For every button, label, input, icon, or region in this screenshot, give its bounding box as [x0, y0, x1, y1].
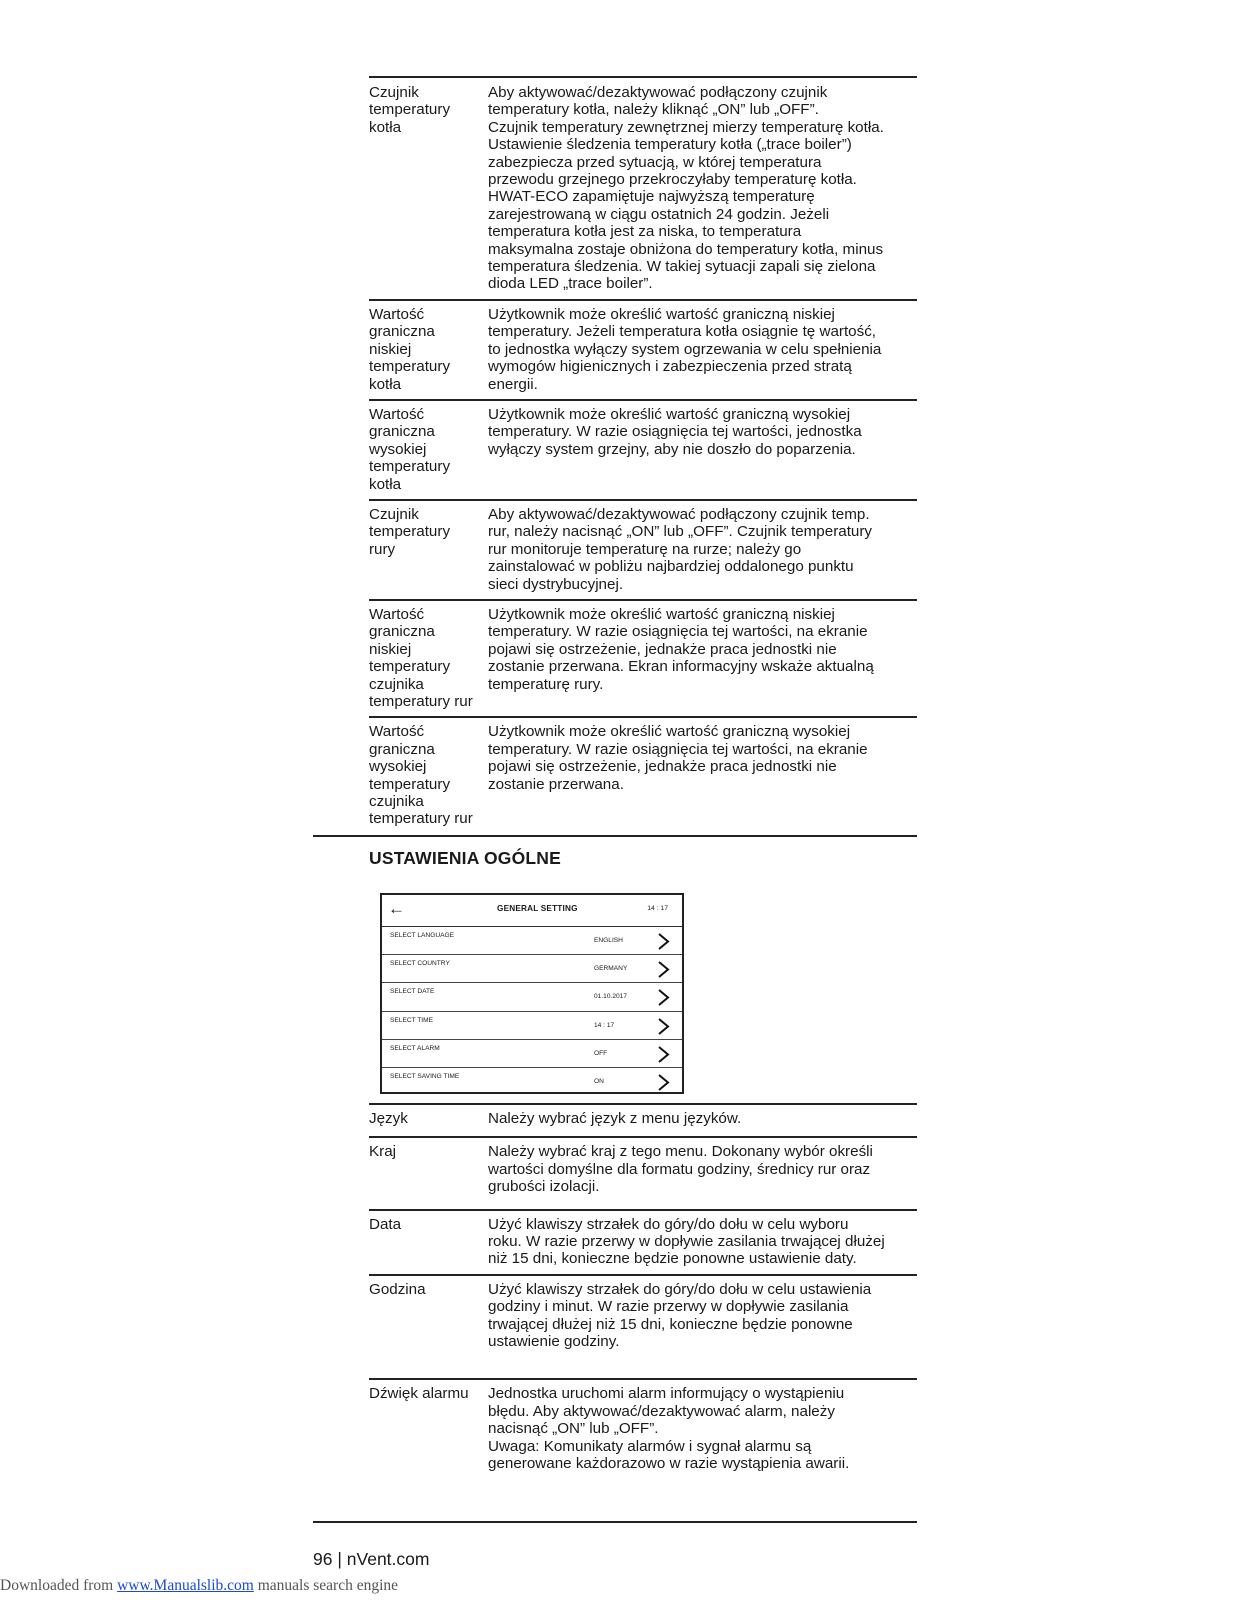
setting-row-alarm[interactable] — [382, 1040, 682, 1068]
device-screen-general-setting — [380, 893, 684, 1094]
setting-row-saving-time[interactable] — [382, 1068, 682, 1095]
row-description: Aby aktywować/dezaktywować podłączony czujnik temperatury kotła, należy kliknąć „ON” lub „OFF”. Czujnik temperatury zewnętrznej mierzy temperaturę kotła. Ustawienie śledzenia temperatury kotła („trace boiler”) zabezpiecza przed sytuacją, w której temperatura przewodu grzejnego przekroczyłaby temperaturę kotła. HWAT-ECO zapamiętuje najwyższą temperaturę zarejestrowaną w ciągu ostatnich 24 godzin. Jeżeli temperatura kotła jest za niska, to temperatura maksymalna zostaje obniżona do temperatury kotła, minus temperatura śledzenia. W takiej sytuacji zapali się zielona dioda LED „trace boiler”. — [488, 84, 884, 293]
row-term: Data — [369, 1215, 402, 1233]
row-description: Użytkownik może określić wartość graniczną niskiej temperatury. W razie osiągnięcia tej wartości, na ekranie pojawi się ostrzeżenie, jednakże praca jednostki nie zostanie przerwana. Ekran informacyjny wskaże aktualną temperaturę rury. — [488, 605, 874, 693]
row-description: Użytkownik może określić wartość graniczną wysokiej temperatury. W razie osiągnięcia tej wartości, na ekranie pojawi się ostrzeżenie, jednakże praca jednostki nie zostanie przerwana. — [488, 723, 868, 793]
device-clock: 14 : 17 — [647, 905, 668, 912]
row-term: Dźwięk alarmu — [369, 1385, 469, 1403]
row-term: Wartość graniczna niskiej temperatury czujnika temperatury rur — [369, 605, 473, 710]
table-top-rule — [369, 76, 917, 78]
table-row — [369, 79, 917, 301]
row-description: Użyć klawiszy strzałek do góry/do dołu w celu ustawienia godziny i minut. W razie przerwy w dopływie zasilania trwającej dłużej niż 15 dni, konieczne będzie ponowne ustawienie godziny. — [488, 1280, 872, 1351]
row-description: Użytkownik może określić wartość graniczną niskiej temperatury. Jeżeli temperatura kotła osiągnie tę wartość, to jednostka wyłączy system ogrzewania w celu spełnienia wymogów higienicznych i zabezpieczenia przed stratą energii. — [488, 305, 882, 393]
table-row — [369, 1276, 917, 1381]
table-row — [369, 718, 917, 833]
chevron-right-icon[interactable] — [656, 1074, 670, 1091]
table-row — [369, 401, 917, 501]
section-divider — [313, 835, 917, 837]
manualslib-link[interactable]: www.Manualslib.com — [117, 1577, 254, 1594]
row-term: Kraj — [369, 1143, 397, 1161]
setting-value: 01.10.2017 — [594, 993, 628, 1001]
setting-value: ENGLISH — [594, 937, 623, 944]
setting-label: SELECT ALARM — [390, 1044, 440, 1052]
setting-value: OFF — [594, 1049, 608, 1057]
setting-label: SELECT COUNTRY — [390, 960, 450, 968]
chevron-right-icon[interactable] — [656, 1018, 670, 1035]
setting-row-time[interactable] — [382, 1012, 682, 1040]
page-footer — [313, 1549, 429, 1570]
chevron-right-icon[interactable] — [656, 961, 670, 978]
download-suffix: manuals search engine — [253, 1577, 399, 1594]
device-header — [382, 895, 682, 927]
chevron-right-icon[interactable] — [656, 1046, 670, 1063]
chevron-right-icon[interactable] — [656, 989, 670, 1006]
table-row — [369, 1105, 917, 1138]
setting-label: SELECT TIME — [390, 1016, 433, 1024]
general-settings-table — [369, 1105, 917, 1479]
table-row — [369, 301, 917, 401]
page-number: 96 — [313, 1549, 333, 1569]
row-description: Użyć klawiszy strzałek do góry/do dołu w celu wyboru roku. W razie przerwy w dopływie zasilania trwającej dłużej niż 15 dni, konieczne będzie ponowne ustawienie daty. — [488, 1215, 885, 1268]
row-description: Jednostka uruchomi alarm informujący o wystąpieniu błędu. Aby aktywować/dezaktywować alarm, należy nacisnąć „ON” lub „OFF”. Uwaga: Komunikaty alarmów i sygnał alarmu są generowane każdorazowo w razie wystąpienia awarii. — [488, 1385, 850, 1473]
row-term: Wartość graniczna wysokiej temperatury kotła — [369, 405, 451, 493]
download-prefix: Downloaded from — [0, 1577, 118, 1594]
row-term: Czujnik temperatury rury — [369, 505, 451, 558]
chevron-right-icon[interactable] — [656, 933, 670, 950]
section-title: USTAWIENIA OGÓLNE — [369, 848, 562, 868]
table-row — [369, 1138, 917, 1210]
device-screen-title: GENERAL SETTING — [497, 904, 578, 913]
row-term: Język — [369, 1110, 408, 1127]
footer-site[interactable]: nVent.com — [346, 1549, 430, 1569]
row-description: Należy wybrać kraj z tego menu. Dokonany wybór określi wartości domyślne dla formatu godziny, średnicy rur oraz grubości izolacji. — [488, 1143, 873, 1196]
setting-label: SELECT SAVING TIME — [390, 1072, 460, 1080]
footer-separator: | — [337, 1549, 342, 1569]
setting-value: ON — [594, 1077, 604, 1085]
setting-value: GERMANY — [594, 965, 628, 973]
download-note — [0, 1577, 398, 1595]
back-arrow-icon[interactable]: ← — [388, 899, 405, 918]
row-term: Wartość graniczna niskiej temperatury kotła — [369, 305, 451, 393]
row-description: Należy wybrać język z menu języków. — [488, 1110, 742, 1127]
row-term: Wartość graniczna wysokiej temperatury czujnika temperatury rur — [369, 723, 473, 828]
boiler-settings-table — [369, 79, 917, 834]
row-description: Użytkownik może określić wartość graniczną wysokiej temperatury. W razie osiągnięcia tej wartości, jednostka wyłączy system grzejny, aby nie doszło do poparzenia. — [488, 405, 862, 458]
row-description: Aby aktywować/dezaktywować podłączony czujnik temp. rur, należy nacisnąć „ON” lub „OFF”. Czujnik temperatury rur monitoruje temperaturę na rurze; należy go zainstalować w pobliżu najbardziej oddalonego punktu sieci dystrybucyjnej. — [488, 505, 873, 593]
table-row — [369, 601, 917, 718]
setting-label: SELECT DATE — [390, 988, 435, 996]
setting-row-language[interactable] — [382, 927, 682, 955]
footer-rule — [313, 1521, 917, 1523]
setting-value: 14 : 17 — [594, 1021, 615, 1029]
setting-label: SELECT LANGUAGE — [390, 932, 455, 939]
setting-row-date[interactable] — [382, 983, 682, 1011]
table-row — [369, 501, 917, 601]
row-term: Godzina — [369, 1280, 426, 1298]
table-row — [369, 1380, 917, 1478]
table-row — [369, 1211, 917, 1276]
setting-row-country[interactable] — [382, 955, 682, 983]
row-term: Czujnik temperatury kotła — [369, 84, 451, 136]
